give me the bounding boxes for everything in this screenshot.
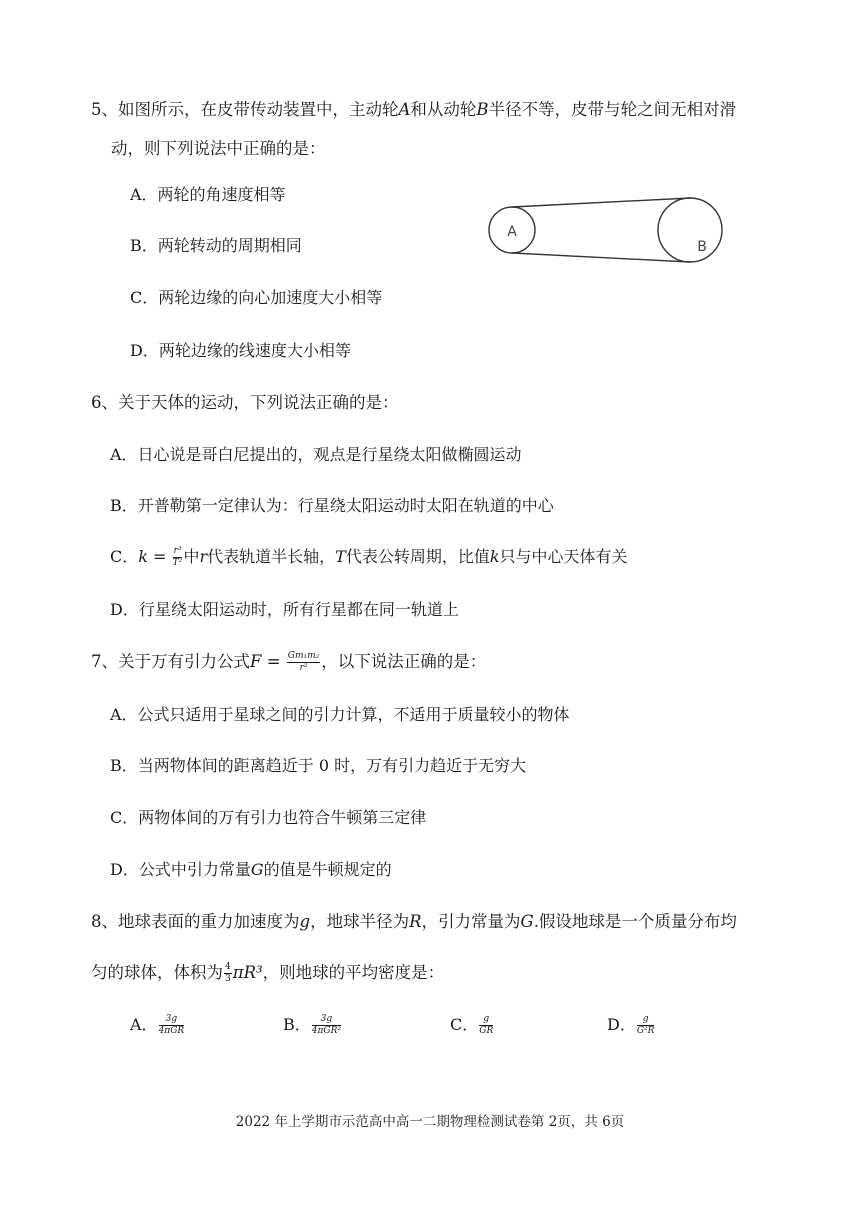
q5-stem-line1: 5、如图所示，在皮带传动装置中，主动轮A和从动轮B半径不等，皮带与轮之间无相对滑 [91, 100, 737, 119]
gravitation-fraction: $\frac{\text{Gm₁m₂}}{\text{r²}}$ [287, 650, 320, 673]
volume-fraction: $\frac{4}{3}$ [225, 961, 231, 984]
q8-option-c: C． $\frac{g}{GR}$ [450, 1013, 494, 1036]
q5-option-c: C．两轮边缘的向心加速度大小相等 [130, 288, 383, 307]
q7-option-b: B．当两物体间的距离趋近于 0 时，万有引力趋近于无穷大 [110, 756, 527, 775]
belt-bottom [512, 253, 690, 262]
q5-option-b: B．两轮转动的周期相同 [130, 236, 302, 255]
q8-option-b-fraction: $\frac{3g}{\text{4πGR²}}$ [311, 1013, 341, 1036]
q6-option-d: D．行星绕太阳运动时，所有行星都在同一轨道上 [110, 600, 459, 619]
q8-option-c-fraction: $\frac{g}{GR}$ [479, 1013, 494, 1036]
q8-stem-line1: 8、地球表面的重力加速度为g，地球半径为R，引力常量为G.假设地球是一个质量分布均 [91, 912, 737, 931]
q6-stem: 6、关于天体的运动，下列说法正确的是： [91, 393, 399, 412]
q7-option-d: D．公式中引力常量G的值是牛顿规定的 [110, 860, 392, 879]
q8-option-d: D． $\frac{g}{\text{G²R}}$ [607, 1013, 655, 1036]
kepler-fraction: $\frac{\text{r³}}{\text{T²}}$ [172, 545, 183, 568]
belt-pulley-figure [480, 188, 730, 278]
wheel-a-label: A [507, 224, 517, 240]
q5-stem-line2: 动，则下列说法中正确的是： [111, 139, 326, 158]
q7-option-a: A．公式只适用于星球之间的引力计算，不适用于质量较小的物体 [110, 705, 570, 724]
q8-option-a-fraction: $\frac{3g}{\text{4πGR}}$ [158, 1013, 185, 1036]
q8-option-b: B． $\frac{3g}{\text{4πGR²}}$ [283, 1013, 341, 1036]
q5-option-d: D．两轮边缘的线速度大小相等 [130, 341, 351, 360]
q8-stem-line2: 匀的球体，体积为 $\frac{4}{3}$ πR³，则地球的平均密度是： [91, 961, 445, 984]
q6-option-b: B．开普勒第一定律认为：行星绕太阳运动时太阳在轨道的中心 [110, 496, 554, 515]
q7-option-c: C．两物体间的万有引力也符合牛顿第三定律 [110, 808, 427, 827]
q8-option-d-fraction: $\frac{g}{\text{G²R}}$ [636, 1013, 655, 1036]
wheel-b [658, 198, 722, 262]
q6-option-c: C．k = $\frac{\text{r³}}{\text{T²}}$ 中r代表轨道半长轴，T代表公转周期，比值k只与中心天体有关 [110, 545, 628, 568]
belt-top [512, 198, 690, 207]
q7-stem: 7、关于万有引力公式F = $\frac{\text{Gm₁m₂}}{\text{r²}}$ ，以下说法正确的是： [91, 650, 487, 673]
q6-option-a: A．日心说是哥白尼提出的，观点是行星绕太阳做椭圆运动 [110, 445, 522, 464]
q8-option-a: A． $\frac{3g}{\text{4πGR}}$ [130, 1013, 185, 1036]
page-footer: 2022 年上学期市示范高中高一二期物理检测试卷第 2页，共 6页 [235, 1114, 625, 1130]
q5-option-a: A．两轮的角速度相等 [130, 185, 286, 204]
wheel-b-label: B [697, 239, 707, 255]
